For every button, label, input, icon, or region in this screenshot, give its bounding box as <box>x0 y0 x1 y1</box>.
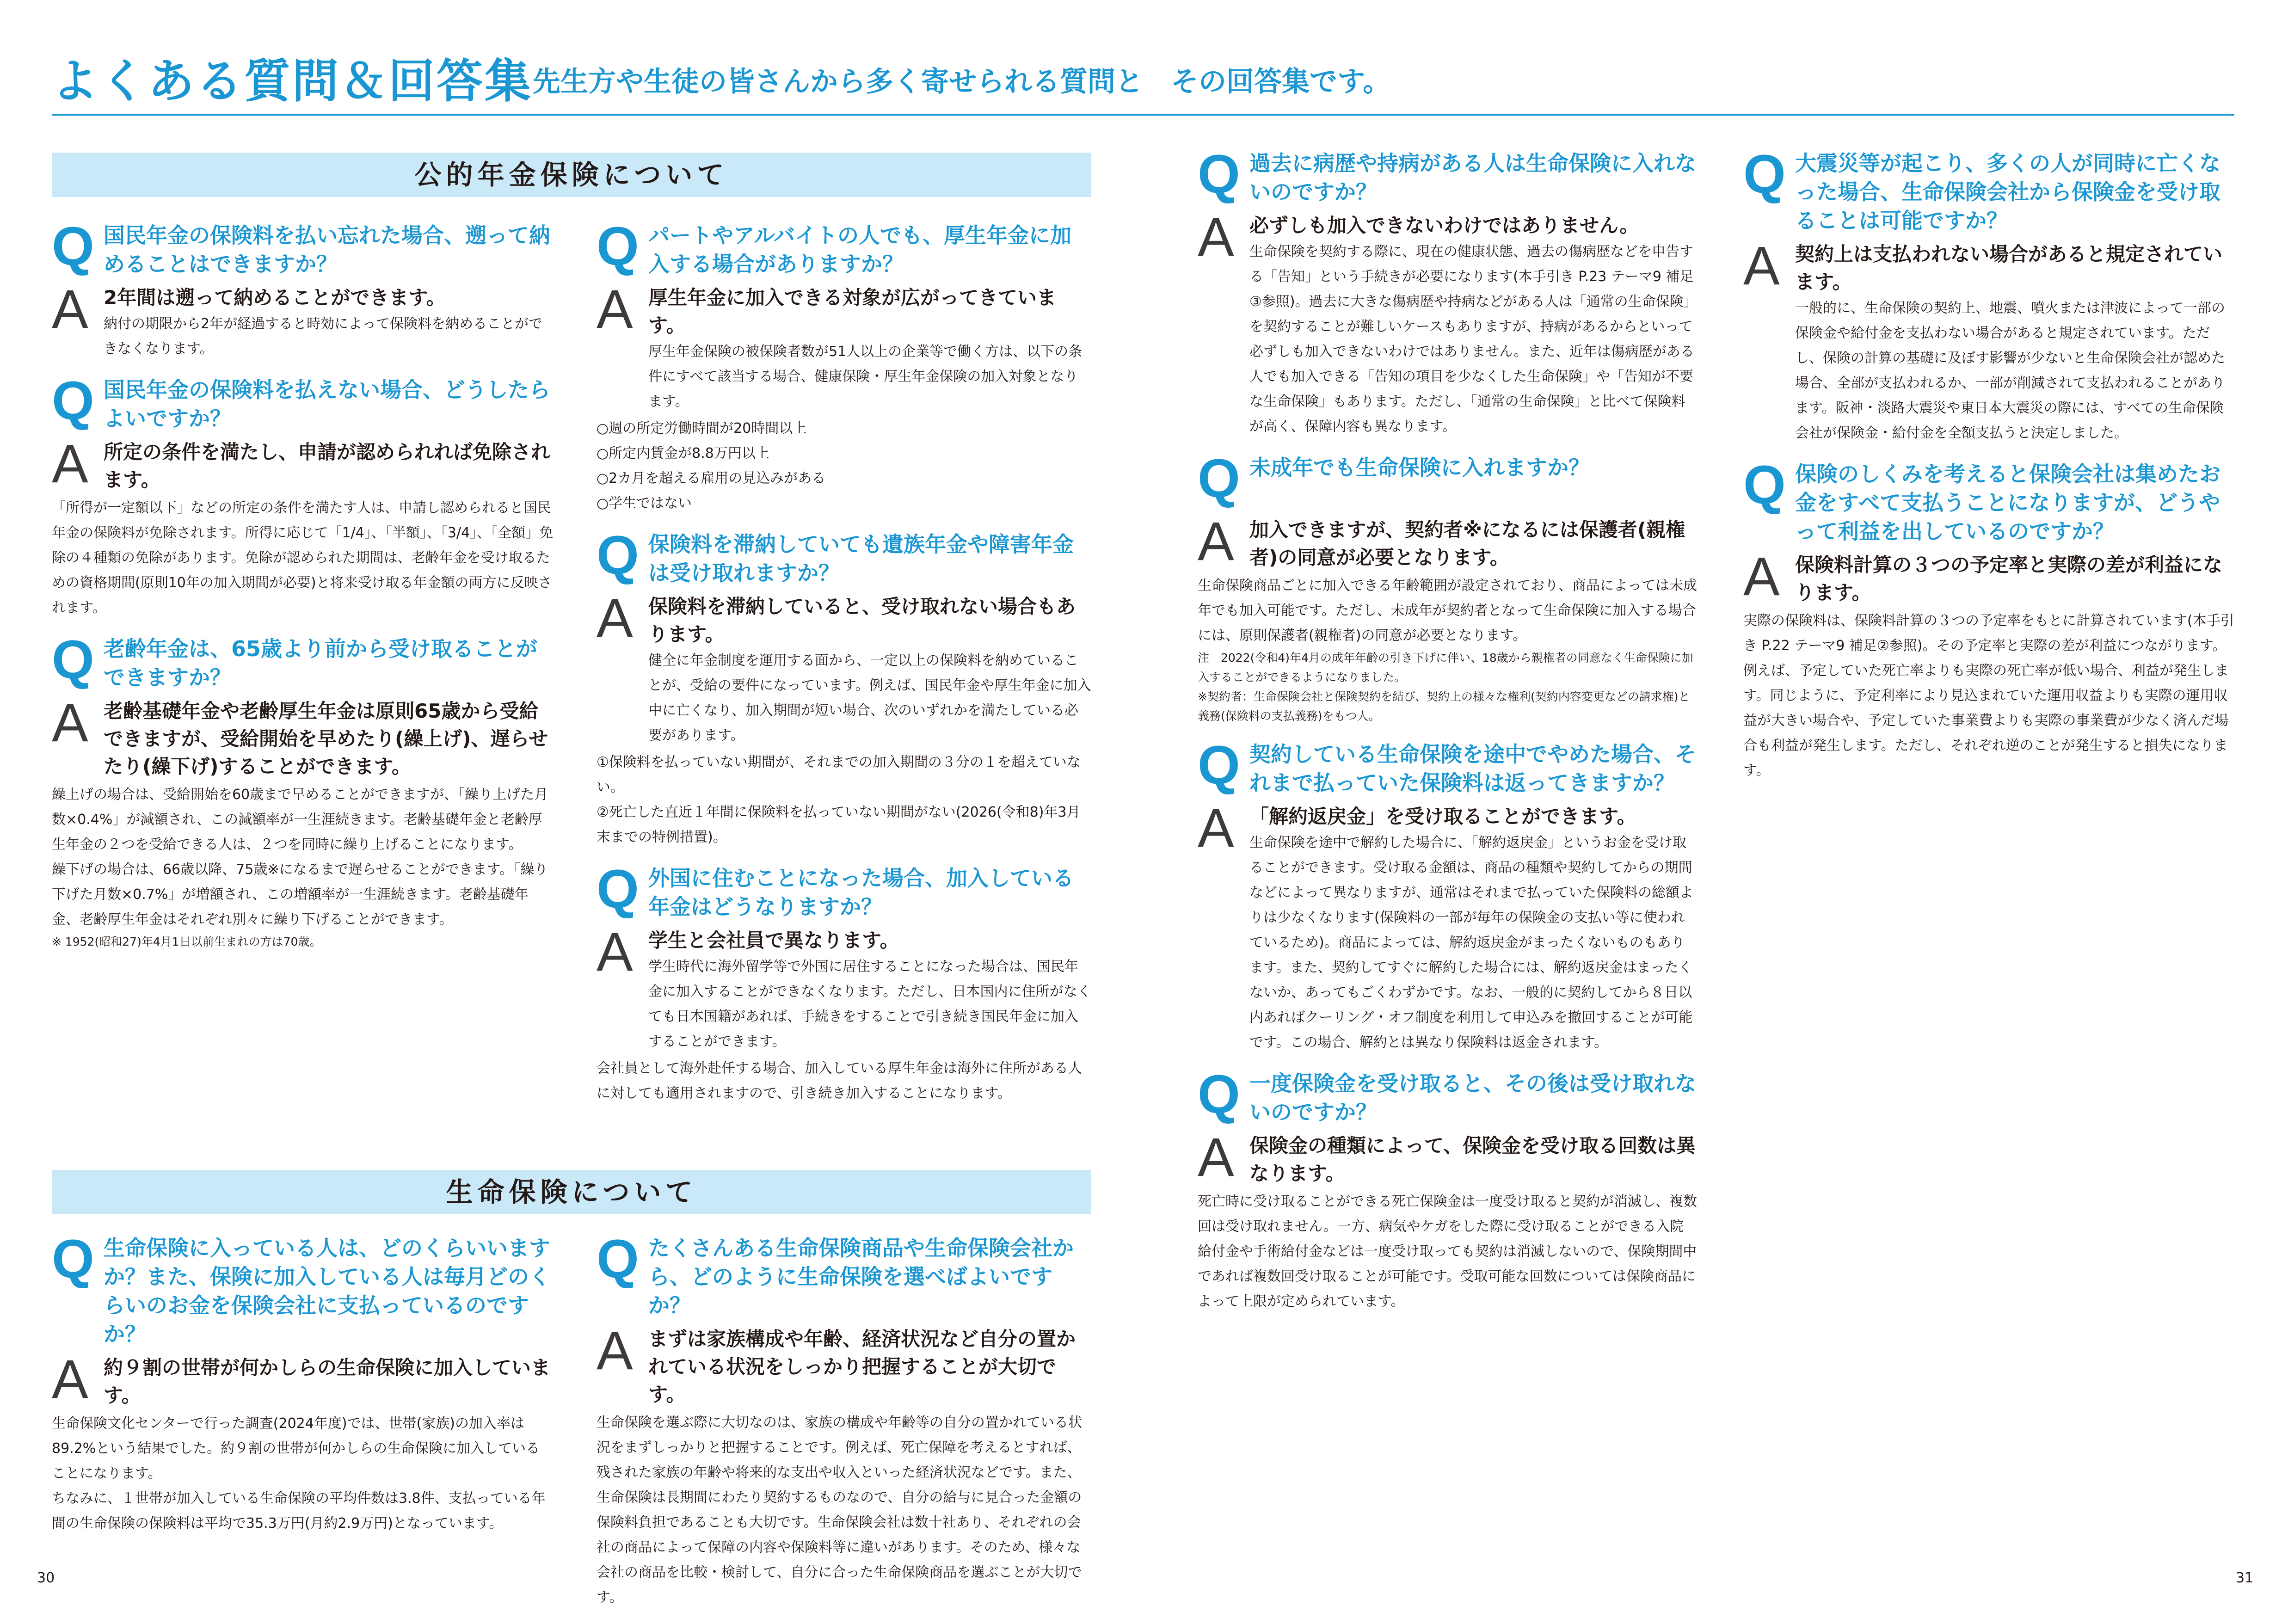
detail-paragraph: ちなみに、１世帯が加入している生命保険の平均件数は3.8件、支払っている年間の生命保険の保険料は平均で35.3万円(月約2.9万円)となっています。 <box>52 1490 546 1532</box>
page-subtitle: 先生方や生徒の皆さんから多く寄せられる質問と その回答集です。 <box>533 66 1391 98</box>
page-number-right: 31 <box>2236 1570 2254 1586</box>
answer-mark: A <box>52 1349 88 1410</box>
page-title: よくある質問＆回答集 <box>52 54 533 108</box>
answer-lead-text: 一般的に、生命保険の契約上、地震、噴火または津波によって一部の保険金や給付金を支払わない場合があると規定されています。ただし、保険の計算の基礎に及ぼす影響が少ないと生命保険会社が認めた場合、全部が支払われるか、一部が削減されて支払われることがあります。阪神・淡路大震災や東日本大震災の際には、すべての生命保険会社が保険金・給付金を全額支払うと決定しました。 <box>1795 300 2225 441</box>
detail-paragraph: 「所得が一定額以下」などの所定の条件を満たす人は、申請し認められると国民年金の保険料が免除されます。所得に応じて「1/4」、「半額」、「3/4」、「全額」免除の４種類の免除があります。免除が認められた期間は、老齢年金を受け取るための資格期間(原則10年の加入期間が必要)と将来受け取る年金額の両方に反映されます。 <box>52 500 554 616</box>
question <box>597 525 1091 587</box>
question-mark: Q <box>1198 144 1240 205</box>
answer-detail <box>1198 573 1697 648</box>
answer-mark: A <box>597 588 633 649</box>
column-pension-left <box>52 216 554 966</box>
answer-mark: A <box>597 922 633 983</box>
question <box>1743 144 2234 235</box>
question-mark: Q <box>597 859 639 920</box>
question-mark: Q <box>597 1229 639 1290</box>
answer <box>1743 546 2234 607</box>
question-text: 契約している生命保険を途中でやめた場合、それまで払っていた保険料は返ってきますか？ <box>1249 742 1696 795</box>
answer-summary: まずは家族構成や年齢、経済状況など自分の置かれている状況をしっかり把握することが大切です。 <box>648 1328 1076 1406</box>
answer-notes <box>1198 648 1697 726</box>
column-life-left <box>52 1229 554 1550</box>
answer <box>52 1349 554 1410</box>
qa-item <box>52 629 554 952</box>
answer <box>52 692 554 781</box>
detail-paragraph: ○週の所定労働時間が20時間以上 <box>597 420 807 437</box>
qa-item <box>1743 144 2234 446</box>
section-heading-pension: 公的年金保険について <box>52 153 1091 197</box>
question-text: 国民年金の保険料を払い忘れた場合、遡って納めることはできますか？ <box>104 223 550 277</box>
answer-lead-text: 健全に年金制度を運用する面から、一定以上の保険料を納めていることが、受給の要件になっています。例えば、国民年金や厚生年金に加入中に亡くなり、加入期間が短い場合、次のいずれかを満たしている必要があります。 <box>648 652 1091 744</box>
answer-lead-text: 納付の期限から2年が経過すると時効によって保険料を納めることができなくなります。 <box>104 316 543 357</box>
answer-summary: 契約上は支払われない場合があると規定されています。 <box>1795 243 2223 293</box>
question-text: 国民年金の保険料を払えない場合、どうしたらよいですか？ <box>104 377 550 431</box>
question-mark: Q <box>52 629 94 690</box>
question <box>597 859 1091 921</box>
title-divider <box>52 114 2234 116</box>
question-mark: Q <box>1743 455 1786 516</box>
question-mark: Q <box>52 216 94 277</box>
detail-paragraph: 繰上げの場合は、受給開始を60歳まで早めることができますが、「繰り上げた月数×0.4%」が減額され、この減額率が一生涯続きます。老齢基礎年金と老齢厚生年金の２つを受給できる人は、２つを同時に繰り上げることになります。 <box>52 787 548 853</box>
column-life-right <box>597 1229 1091 1624</box>
qa-item <box>52 216 554 362</box>
answer-lead-text: 生命保険を途中で解約した場合に、「解約返戻金」というお金を受け取ることができます。受け取る金額は、商品の種類や契約してからの期間などによって異なりますが、通常はそれまで払っていた保険料の総額よりは少なくなります(保険料の一部が毎年の保険金の支払い等に使われているため)。商品によっては、解約返戻金がまったくないものもあります。また、契約してすぐに解約した場合には、解約返戻金はまったくないか、あってもごくわずかです。なお、一般的に契約してから８日以内あればクーリング・オフ制度を利用して申込みを撤回することが可能です。この場合、解約とは異なり保険料は返金されます。 <box>1249 835 1693 1051</box>
question <box>1198 448 1697 511</box>
answer-mark: A <box>52 433 88 494</box>
qa-item <box>52 370 554 621</box>
question-text: たくさんある生命保険商品や生命保険会社から、どのように生命保険を選べばよいですか？ <box>648 1236 1074 1318</box>
answer <box>597 279 1091 414</box>
answer-summary: 「解約返戻金」を受け取ることができます。 <box>1249 805 1636 828</box>
answer <box>597 922 1091 1054</box>
answer-mark: A <box>1743 546 1780 607</box>
column-right-page-right <box>1743 144 2234 797</box>
answer <box>1198 1127 1697 1188</box>
answer-summary: 所定の条件を満たし、申請が認められれば免除されます。 <box>104 441 551 491</box>
question-mark: Q <box>1743 144 1786 205</box>
detail-paragraph: ①保険料を払っていない期間が、それまでの加入期間の３分の１を超えていない。 <box>597 754 1081 795</box>
question-text: 一度保険金を受け取ると、その後は受け取れないのですか？ <box>1249 1071 1696 1125</box>
answer-detail <box>52 496 554 621</box>
answer-mark: A <box>1743 235 1780 296</box>
answer-detail <box>52 782 554 932</box>
answer-detail <box>597 750 1091 850</box>
answer <box>597 1320 1091 1409</box>
answer-detail <box>597 416 1091 516</box>
qa-item <box>597 216 1091 516</box>
question <box>52 216 554 278</box>
question-text: 保険のしくみを考えると保険会社は集めたお金をすべて支払うことになりますが、どうやって利益を出しているのですか？ <box>1795 461 2220 544</box>
qa-item <box>1743 455 2234 783</box>
detail-paragraph: 生命保険文化センターで行った調査(2024年度)では、世帯(家族)の加入率は89.2%という結果でした。約９割の世帯が何かしらの生命保険に加入していることになります。 <box>52 1415 540 1482</box>
answer-mark: A <box>1198 798 1234 859</box>
answer-mark: A <box>1198 207 1234 268</box>
answer <box>1198 798 1697 1055</box>
question-text: 大震災等が起こり、多くの人が同時に亡くなった場合、生命保険会社から保険金を受け取ることは可能ですか？ <box>1795 151 2220 233</box>
detail-paragraph: ②死亡した直近１年間に保険料を払っていない期間がない(2026(令和8)年3月末までの特例措置)。 <box>597 804 1081 845</box>
answer-summary: 加入できますが、契約者※になるには保護者(親権者)の同意が必要となります。 <box>1249 518 1685 569</box>
answer <box>1198 207 1697 439</box>
answer-summary: 2年間は遡って納めることができます。 <box>104 286 446 309</box>
question-text: パートやアルバイトの人でも、厚生年金に加入する場合がありますか？ <box>648 223 1071 277</box>
question <box>1198 144 1697 206</box>
question-mark: Q <box>597 525 639 586</box>
detail-paragraph: ○学生ではない <box>597 495 692 511</box>
answer-detail <box>1198 1189 1697 1314</box>
answer-summary: 保険金の種類によって、保険金を受け取る回数は異なります。 <box>1249 1134 1696 1185</box>
qa-item <box>597 525 1091 850</box>
question <box>1198 735 1697 797</box>
answer-mark: A <box>597 279 633 340</box>
detail-paragraph: 死亡時に受け取ることができる死亡保険金は一度受け取ると契約が消滅し、複数回は受け取れません。一方、病気やケガをした際に受け取ることができる入院給付金や手術給付金などは一度受け取っても契約は消滅しないので、保険期間中であれば複数回受け取ることが可能です。受取可能な回数については保険商品によって上限が定められています。 <box>1198 1193 1697 1310</box>
question-mark: Q <box>1198 1064 1240 1125</box>
answer-detail <box>1743 609 2234 783</box>
column-right-page-left <box>1198 144 1697 1328</box>
answer-mark: A <box>52 692 88 753</box>
detail-paragraph: 生命保険を選ぶ際に大切なのは、家族の構成や年齢等の自分の置かれている状況をまずしっかりと把握することです。例えば、死亡保障を考えるとすれば、残された家族の年齢や将来的な支出や収入といった経済状況などです。また、生命保険は長期間にわたり契約するものなので、自分の給与に見合った金額の保険料負担であることも大切です。生命保険会社は数十社あり、それぞれの会社の商品によって保障の内容や保険料等に違いがあります。そのため、様々な会社の商品を比較・検討して、自分に合った生命保険商品を選ぶことが大切です。 <box>597 1415 1082 1606</box>
footnote: 注 2022(令和4)年4月の成年年齢の引き下げに伴い、18歳から親権者の同意なく生命保険に加入することができるようになりました。 <box>1198 651 1693 684</box>
answer-lead-text: 厚生年金保険の被保険者数が51人以上の企業等で働く方は、以下の条件にすべて該当する場合、健康保険・厚生年金保険の加入対象となります。 <box>648 344 1082 410</box>
answer-summary: 約９割の世帯が何かしらの生命保険に加入しています。 <box>104 1356 551 1407</box>
question <box>597 216 1091 278</box>
question-mark: Q <box>1198 735 1240 796</box>
answer-lead-text: 学生時代に海外留学等で外国に居住することになった場合は、国民年金に加入することができなくなります。ただし、日本国内に住所がなくても日本国籍があれば、手続きをすることで引き続き国民年金に加入することができます。 <box>648 959 1091 1050</box>
qa-item <box>1198 1064 1697 1314</box>
question-text: 老齢年金は、65歳より前から受け取ることができますか？ <box>104 636 538 690</box>
question-mark: Q <box>1198 448 1240 509</box>
column-pension-right <box>597 216 1091 1120</box>
question-text: 未成年でも生命保険に入れますか？ <box>1249 455 1590 480</box>
answer <box>52 433 554 494</box>
detail-paragraph: 会社員として海外赴任する場合、加入している厚生年金は海外に住所がある人に対しても適用されますので、引き続き加入することになります。 <box>597 1060 1082 1101</box>
page-header <box>52 44 2234 113</box>
detail-paragraph: ○所定内賃金が8.8万円以上 <box>597 445 769 461</box>
question <box>1198 1064 1697 1126</box>
page-number-left: 30 <box>37 1570 55 1586</box>
qa-item <box>1198 144 1697 439</box>
question-text: 保険料を滞納していても遺族年金や障害年金は受け取れますか？ <box>648 532 1074 585</box>
answer-mark: A <box>1198 511 1234 572</box>
answer-mark: A <box>1198 1127 1234 1188</box>
answer-detail <box>597 1410 1091 1610</box>
answer-summary: 保険料を滞納していると、受け取れない場合もあります。 <box>648 595 1076 646</box>
question-text: 外国に住むことになった場合、加入している年金はどうなりますか？ <box>648 866 1074 919</box>
footnote: ※ 1952(昭和27)年4月1日以前生まれの方は70歳。 <box>52 935 321 948</box>
answer-summary: 保険料計算の３つの予定率と実際の差が利益になります。 <box>1795 554 2223 604</box>
qa-item <box>597 859 1091 1106</box>
question-mark: Q <box>52 370 94 431</box>
answer-notes <box>52 932 554 952</box>
question-mark: Q <box>597 216 639 277</box>
detail-paragraph: 繰下げの場合は、66歳以降、75歳※になるまで遅らせることができます。「繰り下げた月数×0.7%」が増額され、この増額率が一生涯続きます。老齢基礎年金、老齢厚生年金はそれぞれ別々に繰り下げることができます。 <box>52 861 548 928</box>
answer-summary: 学生と会社員で異なります。 <box>648 929 899 952</box>
answer-mark: A <box>52 279 88 340</box>
answer-detail <box>52 1411 554 1536</box>
qa-item <box>1198 448 1697 726</box>
answer-summary: 老齢基礎年金や老齢厚生年金は原則65歳から受給できますが、受給開始を早めたり(繰上げ)、遅らせたり(繰下げ)することができます。 <box>104 700 548 778</box>
answer <box>597 588 1091 748</box>
answer-detail <box>597 1056 1091 1106</box>
detail-paragraph: ○2カ月を超える雇用の見込みがある <box>597 470 826 486</box>
question-text: 生命保険に入っている人は、どのくらいいますか？また、保険に加入している人は毎月どのくらいのお金を保険会社に支払っているのですか？ <box>104 1236 550 1347</box>
answer-mark: A <box>597 1320 633 1381</box>
answer <box>52 279 554 362</box>
qa-item <box>52 1229 554 1536</box>
question-text: 過去に病歴や持病がある人は生命保険に入れないのですか？ <box>1249 151 1696 204</box>
question <box>52 1229 554 1348</box>
footnote: ※契約者：生命保険会社と保険契約を結び、契約上の様々な権利(契約内容変更などの請求権)と義務(保険料の支払義務)をもつ人。 <box>1198 690 1690 723</box>
answer <box>1198 511 1697 572</box>
answer-lead-text: 生命保険を契約する際に、現在の健康状態、過去の傷病歴などを申告する「告知」という手続きが必要になります(本手引き P.23 テーマ9 補足③参照)。過去に大きな傷病歴や持病などがある人は「通常の生命保険」を契約することが難しいケースもありますが、持病があるからといって必ずしも加入できないわけではありません。また、近年は傷病歴がある人でも加入できる「告知の項目を少なくした生命保険」や「告知が不要な生命保険」もあります。ただし、「通常の生命保険」と比べて保険料が高く、保障内容も異なります。 <box>1249 244 1694 435</box>
section-heading-life-insurance: 生命保険について <box>52 1170 1091 1214</box>
question <box>597 1229 1091 1320</box>
answer <box>1743 235 2234 446</box>
question <box>52 629 554 692</box>
question <box>52 370 554 433</box>
qa-item <box>1198 735 1697 1055</box>
question <box>1743 455 2234 546</box>
question-mark: Q <box>52 1229 94 1290</box>
detail-paragraph: 生命保険商品ごとに加入できる年齢範囲が設定されており、商品によっては未成年でも加入可能です。ただし、未成年が契約者となって生命保険に加入する場合には、原則保護者(親権者)の同意が必要となります。 <box>1198 578 1697 644</box>
detail-paragraph: 実際の保険料は、保険料計算の３つの予定率をもとに計算されています(本手引き P.22 テーマ9 補足②参照)。その予定率と実際の差が利益につながります。例えば、予定していた死亡率よりも実際の死亡率が低い場合、利益が発生します。同じように、予定利率により見込まれていた運用収益よりも実際の運用収益が大きい場合や、予定していた事業費よりも実際の事業費が少なく済んだ場合も利益が発生します。ただし、それぞれ逆のことが発生すると損失になります。 <box>1743 613 2234 779</box>
answer-summary: 必ずしも加入できないわけではありません。 <box>1249 214 1639 237</box>
answer-summary: 厚生年金に加入できる対象が広がってきています。 <box>648 286 1057 337</box>
qa-item <box>597 1229 1091 1610</box>
